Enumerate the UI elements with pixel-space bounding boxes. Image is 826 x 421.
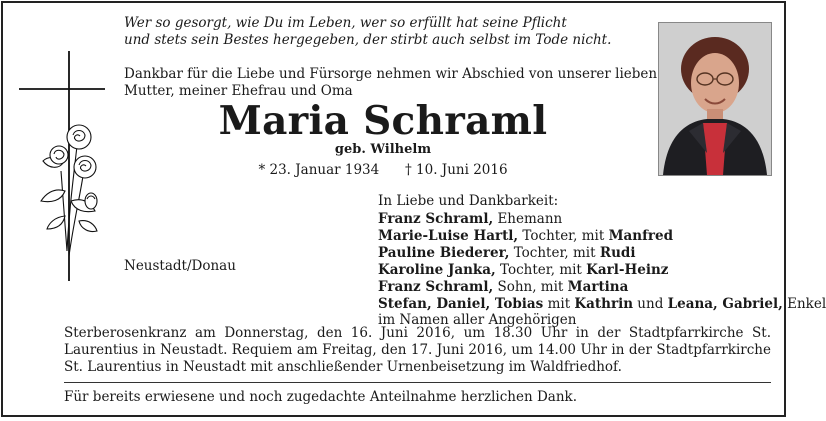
mourner-name: Leana, Gabriel, [667,295,783,312]
mourner-name: Franz Schraml, [378,211,494,227]
mourner-relation: Sohn, mit [493,278,568,295]
funeral-details: Sterberosenkranz am Donnerstag, den 16. Juni 2016, um 18.30 Uhr in der Stadtpfarrkirche St. Laurentius in Neustadt. Requiem am Freitag, den 17. Juni 2016, um 14.00 Uhr in der Stadtpfarrkirche St. Laurentius in Neustadt mit anschließender Urnenbeisetzung im Waldfriedhof. [64,325,771,375]
farewell-text [124,66,657,100]
mourner-relation: mit [543,295,575,312]
mourner-name: Rudi [599,244,636,261]
mourner-relation: Enkel [782,295,826,312]
mourner-name: Marie-Luise Hartl, [378,227,519,244]
mourner-name: Martina [567,278,629,295]
farewell-line-2: Mutter, meiner Ehefrau und Oma [124,83,353,99]
quote-line-2: und stets sein Bestes hergegeben, der stirbt auch selbst im Tode nicht. [124,32,612,48]
mourners-list [378,211,826,329]
mourner-name: Manfred [608,227,674,244]
mourner-name: Franz Schraml, [378,278,494,295]
mourner-name: Karl-Heinz [586,261,669,278]
mourner-name: Kathrin [574,295,634,312]
mourner-relation: und [633,295,668,312]
mourner-row [378,211,826,228]
portrait-illustration [659,23,771,175]
mourner-row [378,296,826,313]
mourners-heading: In Liebe und Dankbarkeit: [378,193,559,209]
mourner-name: Pauline Biederer, [378,244,510,261]
mourner-relation: Tochter, mit [518,227,609,244]
mourner-relation: Ehemann [493,211,563,227]
farewell-line-1: Dankbar für die Liebe und Fürsorge nehmen wir Abschied von unserer lieben [124,66,658,82]
divider [64,382,771,383]
cross-with-roses-icon [19,51,129,281]
mourner-name: Stefan, Daniel, Tobias [378,295,544,312]
birth-name: geb. Wilhelm [334,142,432,157]
mourner-relation: Tochter, mit [509,244,600,261]
obituary-notice [1,1,826,417]
mourner-relation: im Namen aller Angehörigen [378,312,577,329]
mourner-row [378,279,826,296]
mourner-row [378,245,826,262]
portrait-photo [658,22,772,176]
mourner-relation: Tochter, mit [495,261,587,278]
mourner-row [378,262,826,279]
mourner-name: Karoline Janka, [378,261,496,278]
memorial-quote [124,15,611,49]
quote-line-1: Wer so gesorgt, wie Du im Leben, wer so erfüllt hat seine Pflicht [124,15,567,31]
life-dates: * 23. Januar 1934 † 10. Juni 2016 [258,162,508,178]
mourner-row [378,228,826,245]
deceased-name: Maria Schraml [218,98,548,144]
place-of-residence: Neustadt/Donau [124,258,236,274]
closing-thanks: Für bereits erwiesene und noch zugedachte Anteilnahme herzlichen Dank. [64,389,577,405]
